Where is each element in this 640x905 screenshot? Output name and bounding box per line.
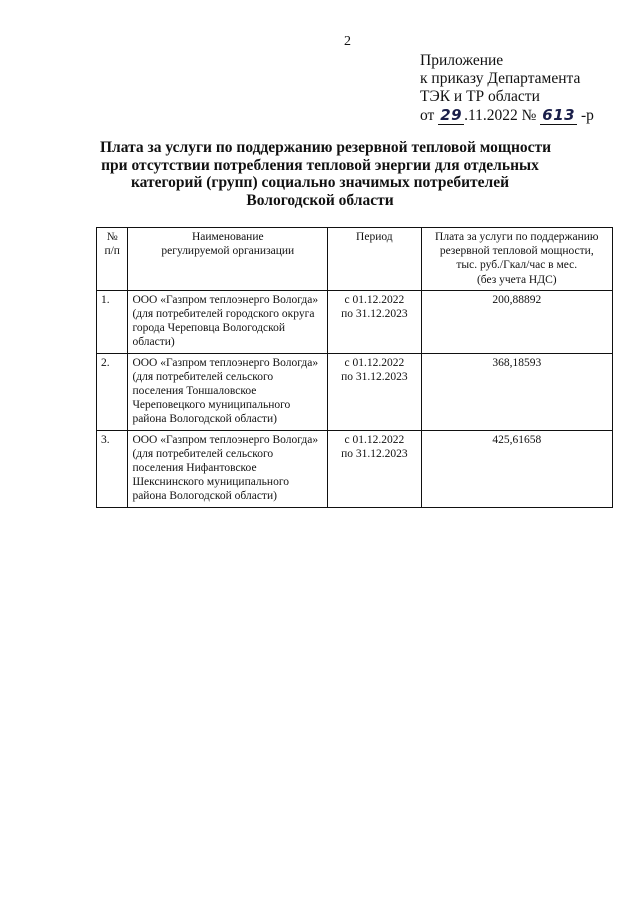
row-period: с 01.12.2022 по 31.12.2023 [328,430,421,507]
header-price: Плата за услуги по поддержанию резервной тепловой мощности, тыс. руб./Гкал/час в мес. (без учета НДС) [421,228,612,291]
annex-title: Приложение [420,52,504,69]
row-price: 425,61658 [421,430,612,507]
order-number-handwritten: 613 [542,106,576,124]
table-header-row [97,228,613,291]
row-organization: ООО «Газпром теплоэнерго Вологда» (для потребителей городского округа города Череповца Вологодской области) [128,290,328,353]
title-line-4: Вологодской области [246,191,394,209]
row-period: с 01.12.2022 по 31.12.2023 [328,353,421,430]
title-line-2: при отсутствии потребления тепловой энергии для отдельных [101,156,539,174]
table-row [97,290,613,353]
annex-header [420,52,594,125]
document-title [100,139,552,209]
title-line-3: категорий (групп) социально значимых потребителей [130,174,510,191]
header-organization: Наименование регулируемой организации [128,228,328,291]
row-price: 368,18593 [421,353,612,430]
row-number: 1. [97,290,128,353]
header-number: № п/п [97,228,128,291]
header-period: Период [328,228,421,291]
row-period: с 01.12.2022 по 31.12.2023 [328,290,421,353]
annex-order-ref: к приказу Департамента [420,70,581,87]
order-suffix: -р [580,107,594,124]
row-price: 200,88892 [421,290,612,353]
table-row [97,430,613,507]
annex-department: ТЭК и ТР области [420,88,540,105]
row-number: 3. [97,430,128,507]
annex-order-line [420,106,594,125]
page-number: 2 [344,34,351,49]
row-organization: ООО «Газпром теплоэнерго Вологда» (для потребителей сельского поселения Нифантовское Шекснинского муниципального района Вологодской области) [128,430,328,507]
row-organization: ООО «Газпром теплоэнерго Вологда» (для потребителей сельского поселения Тоншаловское Череповецкого муниципального района Вологодской области) [128,353,328,430]
tariff-table [96,227,613,508]
order-prefix: от [420,107,435,124]
order-date: .11.2022 № [464,107,537,124]
title-line-1: Плата за услуги по поддержанию резервной тепловой мощности [100,139,552,156]
table-row [97,353,613,430]
row-number: 2. [97,353,128,430]
order-day-handwritten: 29 [440,106,463,124]
